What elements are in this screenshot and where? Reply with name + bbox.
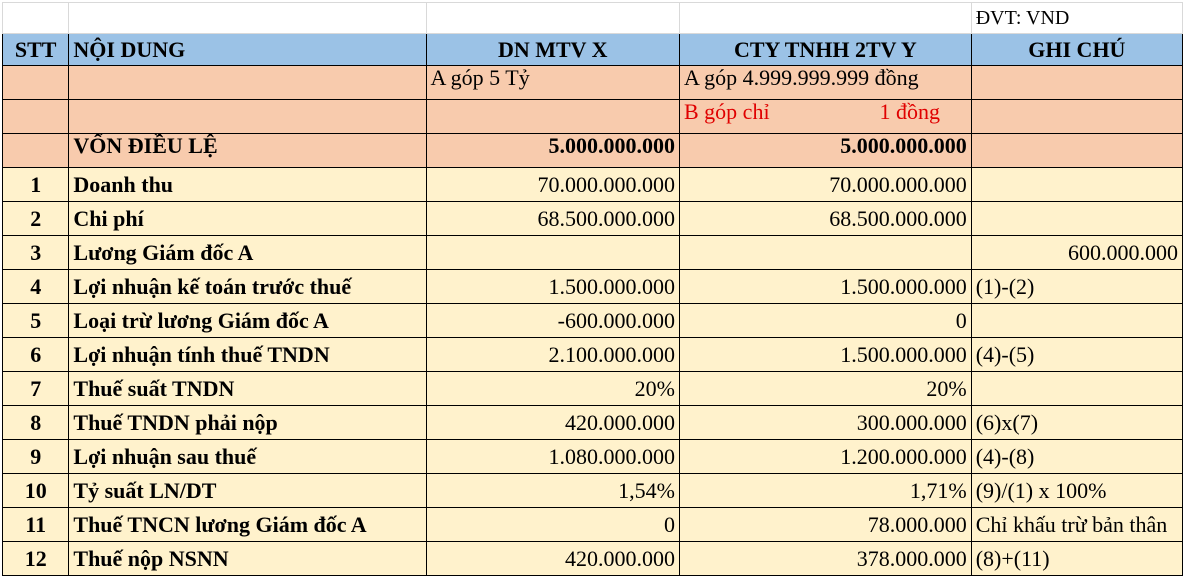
row-stt[interactable]: 11 <box>3 508 69 542</box>
table-row <box>3 406 1183 440</box>
row-value-y[interactable]: 20% <box>680 372 972 406</box>
row-note[interactable]: (1)-(2) <box>971 270 1182 304</box>
cell[interactable] <box>69 66 426 100</box>
table-row <box>3 168 1183 202</box>
row-content[interactable]: Lương Giám đốc A <box>69 236 426 270</box>
cell[interactable] <box>69 100 426 134</box>
row-stt[interactable]: 10 <box>3 474 69 508</box>
row-content[interactable]: Chi phí <box>69 202 426 236</box>
cell[interactable] <box>971 66 1182 100</box>
row-note[interactable] <box>971 168 1182 202</box>
row-value-y[interactable] <box>680 236 972 270</box>
row-value-x[interactable]: 420.000.000 <box>426 406 680 440</box>
row-value-y[interactable]: 1,71% <box>680 474 972 508</box>
cell[interactable] <box>971 134 1182 168</box>
cell[interactable] <box>426 100 680 134</box>
row-value-x[interactable]: 70.000.000.000 <box>426 168 680 202</box>
row-stt[interactable]: 4 <box>3 270 69 304</box>
capital-y-line2-value: 1 đồng <box>879 99 940 124</box>
row-stt[interactable]: 8 <box>3 406 69 440</box>
row-stt[interactable]: 5 <box>3 304 69 338</box>
row-note[interactable] <box>971 304 1182 338</box>
header-content[interactable]: NỘI DUNG <box>69 34 426 66</box>
cell[interactable] <box>3 3 69 34</box>
capital-y-total[interactable]: 5.000.000.000 <box>680 134 972 168</box>
row-value-x[interactable]: 0 <box>426 508 680 542</box>
row-value-x[interactable]: -600.000.000 <box>426 304 680 338</box>
row-content[interactable]: Lợi nhuận kế toán trước thuế <box>69 270 426 304</box>
cell[interactable] <box>971 100 1182 134</box>
row-content[interactable]: Lợi nhuận sau thuế <box>69 440 426 474</box>
cell[interactable] <box>3 100 69 134</box>
row-value-x[interactable]: 1,54% <box>426 474 680 508</box>
table-row <box>3 372 1183 406</box>
row-value-x[interactable]: 420.000.000 <box>426 542 680 576</box>
row-stt[interactable]: 7 <box>3 372 69 406</box>
table-row <box>3 236 1183 270</box>
cell[interactable] <box>680 3 972 34</box>
table-row <box>3 270 1183 304</box>
capital-x-line1[interactable]: A góp 5 Tỷ <box>426 66 680 100</box>
row-value-x[interactable]: 1.080.000.000 <box>426 440 680 474</box>
row-note[interactable]: Chỉ khấu trừ bản thân <box>971 508 1182 542</box>
row-value-y[interactable]: 1.200.000.000 <box>680 440 972 474</box>
row-value-y[interactable]: 78.000.000 <box>680 508 972 542</box>
unit-row <box>3 3 1183 34</box>
row-note[interactable]: (9)/(1) x 100% <box>971 474 1182 508</box>
row-value-y[interactable]: 68.500.000.000 <box>680 202 972 236</box>
row-note[interactable]: (6)x(7) <box>971 406 1182 440</box>
row-value-x[interactable]: 2.100.000.000 <box>426 338 680 372</box>
row-value-y[interactable]: 1.500.000.000 <box>680 338 972 372</box>
header-row <box>3 34 1183 66</box>
header-note[interactable]: GHI CHÚ <box>971 34 1182 66</box>
row-stt[interactable]: 12 <box>3 542 69 576</box>
header-stt[interactable]: STT <box>3 34 69 66</box>
capital-row-2 <box>3 100 1183 134</box>
header-col-x[interactable]: DN MTV X <box>426 34 680 66</box>
row-content[interactable]: Thuế suất TNDN <box>69 372 426 406</box>
cell[interactable] <box>69 3 426 34</box>
row-content[interactable]: Thuế TNDN phải nộp <box>69 406 426 440</box>
capital-y-line2-label: B góp chỉ <box>684 99 770 124</box>
row-stt[interactable]: 3 <box>3 236 69 270</box>
capital-row-3 <box>3 134 1183 168</box>
row-note[interactable]: (4)-(5) <box>971 338 1182 372</box>
row-note[interactable]: (4)-(8) <box>971 440 1182 474</box>
row-content[interactable]: Loại trừ lương Giám đốc A <box>69 304 426 338</box>
row-note[interactable]: 600.000.000 <box>971 236 1182 270</box>
row-stt[interactable]: 6 <box>3 338 69 372</box>
cell[interactable] <box>426 3 680 34</box>
table-row <box>3 202 1183 236</box>
row-value-y[interactable]: 1.500.000.000 <box>680 270 972 304</box>
capital-y-line2[interactable] <box>680 100 972 134</box>
table-row <box>3 338 1183 372</box>
row-content[interactable]: Thuế TNCN lương Giám đốc A <box>69 508 426 542</box>
header-col-y[interactable]: CTY TNHH 2TV Y <box>680 34 972 66</box>
data-rows <box>3 168 1183 576</box>
row-note[interactable]: (8)+(11) <box>971 542 1182 576</box>
table-row <box>3 474 1183 508</box>
table-row <box>3 508 1183 542</box>
row-stt[interactable]: 1 <box>3 168 69 202</box>
row-value-y[interactable]: 378.000.000 <box>680 542 972 576</box>
table-row <box>3 304 1183 338</box>
row-value-y[interactable]: 70.000.000.000 <box>680 168 972 202</box>
row-note[interactable] <box>971 202 1182 236</box>
cell[interactable] <box>3 66 69 100</box>
row-content[interactable]: Tỷ suất LN/DT <box>69 474 426 508</box>
row-value-x[interactable] <box>426 236 680 270</box>
row-value-y[interactable]: 300.000.000 <box>680 406 972 440</box>
table-row <box>3 542 1183 576</box>
capital-row-1 <box>3 66 1183 100</box>
row-content[interactable]: Lợi nhuận tính thuế TNDN <box>69 338 426 372</box>
cell[interactable] <box>3 134 69 168</box>
capital-x-total[interactable]: 5.000.000.000 <box>426 134 680 168</box>
row-stt[interactable]: 9 <box>3 440 69 474</box>
unit-label[interactable]: ĐVT: VND <box>971 3 1182 34</box>
row-stt[interactable]: 2 <box>3 202 69 236</box>
row-note[interactable] <box>971 372 1182 406</box>
capital-y-line1[interactable]: A góp 4.999.999.999 đồng <box>680 66 972 100</box>
row-value-x[interactable]: 20% <box>426 372 680 406</box>
capital-label[interactable]: VỐN ĐIỀU LỆ <box>69 134 426 168</box>
row-content[interactable]: Thuế nộp NSNN <box>69 542 426 576</box>
table-body <box>3 3 1183 168</box>
table-row <box>3 440 1183 474</box>
row-content[interactable]: Doanh thu <box>69 168 426 202</box>
row-value-x[interactable]: 68.500.000.000 <box>426 202 680 236</box>
row-value-x[interactable]: 1.500.000.000 <box>426 270 680 304</box>
row-value-y[interactable]: 0 <box>680 304 972 338</box>
spreadsheet-table <box>2 2 1183 576</box>
